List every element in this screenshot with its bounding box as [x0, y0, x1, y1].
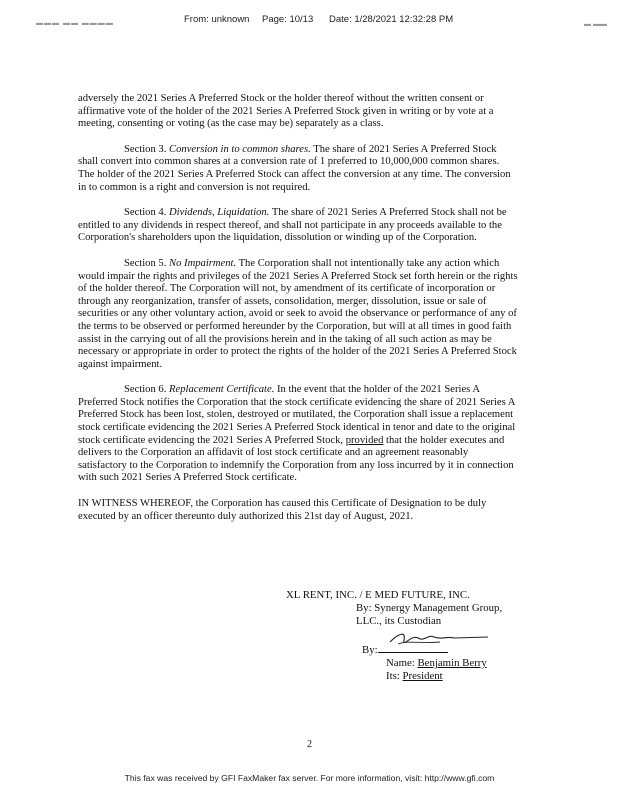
- signature-block: [286, 589, 540, 683]
- header-smudge-right: ▬ ▬▬: [584, 21, 607, 28]
- section-5-title: No Impairment.: [169, 257, 237, 269]
- section-6-text-a: In the event that the holder of the 2021 Series A Preferred Stock notifies the Corporation that the stock certificate evidencing the share of 2021 Series A Preferred Stock has been lost, stolen, destroyed or mutilated, the Corporation shall issue a replacement stock certificate evidencing the 2021 Series A Preferred Stock identical in tenor and date to the original stock certificate evidencing the 2021 Series A Preferred Stock,: [78, 384, 516, 446]
- fax-from: From: unknown: [184, 14, 250, 25]
- section-4-text: The share of 2021 Series A Preferred Stock shall not be entitled to any dividends in respect thereof, and shall not participate in any proceeds available to the Corporation's shareholders upon the liquidation, dissolution or winding up of the Corporation.: [78, 207, 507, 244]
- fax-page: Page: 10/13: [262, 14, 314, 25]
- signatory-custodian: LLC., its Custodian: [356, 615, 442, 627]
- section-6-text-b: that the holder executes and delivers to the Corporation an affidavit of lost stock certificate and an agreement reasonably satisfactory to the Corporation to indemnify the Corporation from any loss incurred by it in connection with such 2021 Series A Preferred Stock certificate.: [78, 434, 514, 484]
- signatory-title: Its: President: [386, 670, 443, 682]
- section-6-title: Replacement Certificate.: [169, 384, 275, 396]
- section-3-title: Conversion in to common shares.: [169, 143, 311, 155]
- signatory-company: XL RENT, INC. / E MED FUTURE, INC.: [286, 589, 470, 601]
- section-3-text: The share of 2021 Series A Preferred Stock shall convert into common shares at a conversion rate of 1 preferred to 10,000,000 common shares. The holder of the 2021 Series A Preferred Stock can affect the conversion at any time. The conversion in to common is a right and conversion is not required.: [78, 143, 511, 193]
- witness-paragraph: IN WITNESS WHEREOF, the Corporation has caused this Certificate of Designation to be duly executed by an officer thereunto duly authorized this 21st day of August, 2021.: [78, 498, 487, 522]
- section-5-text: The Corporation shall not intentionally take any action which would impair the rights and privileges of the 2021 Series A Preferred Stock set forth herein or the rights of the holder thereof. The Corporation will not, by amendment of its certificate of incorporation or through any reorganization, transfer of assets, consolidation, merger, dissolution, issue or sale of securities or any other voluntary action, avoid or seek to avoid the observance or performance of any of the terms to be observed or performed hereunder by the Corporation, but will at all times in good faith assist in the carrying out of all the provisions herein and in the taking of all such action as may be necessary or appropriate in order to protect the rights of the holder of the 2021 Series A Preferred Stock against impairment.: [78, 257, 518, 370]
- section-6-label: Section 6.: [124, 384, 170, 396]
- section-4: [78, 207, 518, 245]
- fax-date: Date: 1/28/2021 12:32:28 PM: [329, 14, 454, 25]
- by-label: By:: [362, 644, 378, 656]
- signatory-group: By: Synergy Management Group,: [356, 602, 503, 614]
- section-6: [78, 384, 518, 485]
- header-smudge: ▬▬▬ ▬▬ ▬▬▬▬: [36, 20, 114, 27]
- section-6-provided: provided: [345, 434, 384, 446]
- paragraph-continuation: adversely the 2021 Series A Preferred Stock or the holder thereof without the written consent or affirmative vote of the holder of the 2021 Series A Preferred Stock given in writing or by vote at a meeting, consenting or voting (as the case may be) separately as a class.: [78, 93, 494, 130]
- handwritten-signature: [384, 628, 494, 650]
- fax-footer: This fax was received by GFI FaxMaker fax server. For more information, visit: http://www.gfi.com: [124, 773, 495, 783]
- document-body: [78, 93, 518, 536]
- section-3-label: Section 3.: [124, 143, 170, 155]
- section-5: [78, 258, 518, 371]
- section-4-label: Section 4.: [124, 207, 170, 219]
- fax-header: [0, 14, 619, 34]
- section-3: [78, 144, 518, 194]
- page-number: 2: [307, 739, 312, 750]
- section-4-title: Dividends, Liquidation.: [169, 207, 270, 219]
- signatory-name: Name: Benjamin Berry: [386, 657, 487, 669]
- section-5-label: Section 5.: [124, 257, 170, 269]
- signature-line: [362, 642, 540, 657]
